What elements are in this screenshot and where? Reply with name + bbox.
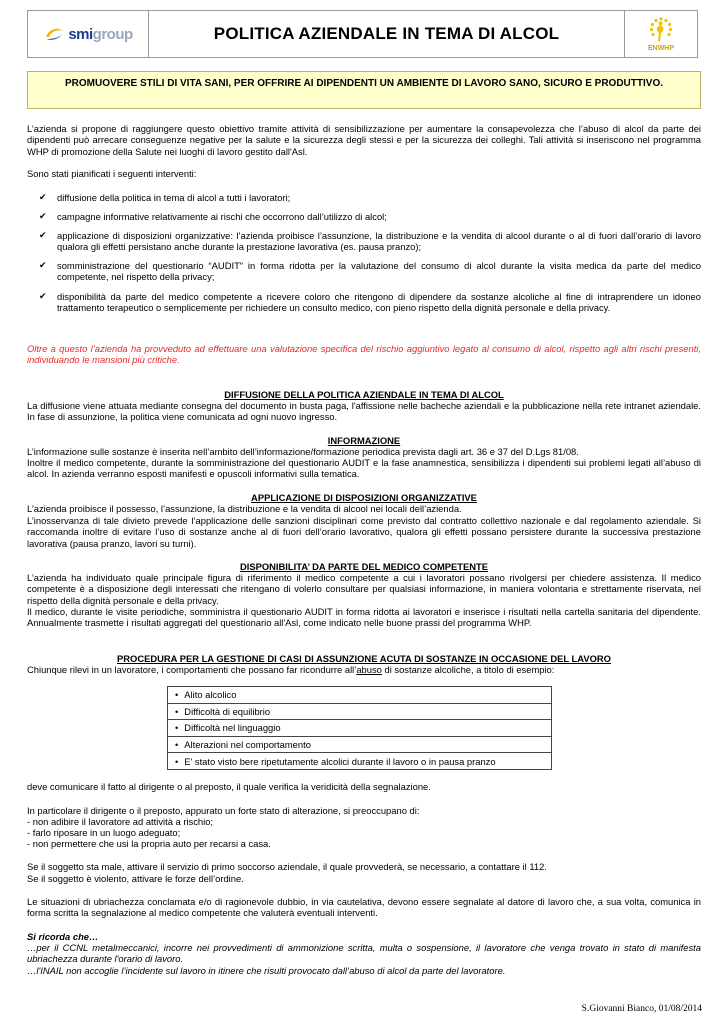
planned-lead: Sono stati pianificati i seguenti interventi: (27, 168, 197, 179)
header (27, 10, 698, 58)
section-text-disponibilita-1: L’azienda ha individuato quale principale figura di riferimento il medico competente a cui i lavoratori possano rivolgersi per chiedere assistenza. Il medico competente è a disposizione degli interessati che ritengano di volerlo consultare per qualsiasi informazione, in maniera volontaria e strettamente riservata, nel rispetto della dignità personale e della privacy. (27, 572, 701, 606)
procedura-lead: Chiunque rilevi in un lavoratore, i comportamenti che possano far ricondurre all’abuso di sostanze alcoliche, a titolo di esempio: (27, 664, 555, 675)
table-row: • Difficoltà di equilibrio (168, 703, 552, 720)
list-item: ✔ somministrazione del questionario “AUDIT” in forma ridotta per la valutazione del consumo di alcol durante la visita medica da parte del medico competente, nel rispetto della privacy; (39, 260, 701, 283)
reminder-inail: …l'INAIL non accoglie l’incidente sul lavoro in itinere che risulti provocato dall’abuso di alcol da parte del lavoratore. (27, 965, 506, 976)
after-table-text: deve comunicare il fatto al dirigente o al preposto, il quale verifica la veridicità della segnalazione. (27, 781, 431, 792)
violent-text: Se il soggetto è violento, attivare le forze dell’ordine. (27, 873, 244, 884)
enwhp-label: ENWHP (647, 45, 675, 52)
particolare-lead: In particolare il dirigente o il preposto, appurato un forte stato di alterazione, si preoccupano di: (27, 805, 420, 816)
list-item: ✔ disponibilità da parte del medico competente a ricevere coloro che ritengono di dipendere da sostanze alcoliche al fine di intraprendere un idoneo trattamento terapeutico o semplicemente per richiedere un consulto medico, con pieno rispetto della dignità personale e della privacy. (39, 291, 701, 314)
section-text-applicazione-1: L’azienda proibisce il possesso, l’assunzione, la distribuzione e la vendita di alcool nei locali dell’azienda. (27, 503, 462, 514)
list-item: - non permettere che usi la propria auto per recarsi a casa. (27, 838, 271, 849)
section-text-diffusione: La diffusione viene attuata mediante consegna del documento in busta paga, l'affissione nelle bacheche aziendali e la pubblicazione nella rete intranet aziendale. In fase di assunzione, la politica viene comunicata ad ogni nuovo ingresso. (27, 400, 701, 423)
list-item: ✔ campagne informative relativamente ai rischi che occorrono dall’utilizzo di alcol; (39, 211, 387, 222)
intro-paragraph: L’azienda si propone di raggiungere questo obiettivo tramite attività di sensibilizzazione per aumentare la consapevolezza che l’abuso di alcol da parte dei dipendenti può arrecare conseguenze negative per la salute e la sicurezza degli stessi e per la sicurezza dei colleghi. Tali attività si inseriscono nel programma WHP di promozione della Salute nei luoghi di lavoro gestito dall'Asl. (27, 123, 701, 157)
table-row: • Alito alcolico (168, 687, 552, 704)
list-item: - non adibire il lavoratore ad attività a rischio; (27, 816, 214, 827)
first-aid-text: Se il soggetto sta male, attivare il servizio di primo soccorso aziendale, il quale provvederà, se necessario, a contattare il 112. (27, 861, 547, 872)
section-text-applicazione-2: L’inosservanza di tale divieto prevede l’applicazione delle sanzioni disciplinari come previsto dal contratto collettivo nazionale e dal regolamento aziendale. Si raccomanda inoltre di evitare l’uso di sostanze anche al di fuori dell’orario lavorativo, qualora gli effetti possano persistere durante la successiva prestazione lavorativa (pausa pranzo, lavori su turni). (27, 515, 701, 549)
list-item: ✔ diffusione della politica in tema di alcol a tutti i lavoratori; (39, 192, 291, 203)
signature-date: S.Giovanni Bianco, 01/08/2014 (581, 1004, 702, 1014)
risk-assessment-note: Oltre a questo l’azienda ha provveduto ad effettuare una valutazione specifica del rischio aggiuntivo legato al consumo di alcol, rispetto agli altri rischi presenti, individuando le mansioni più critiche. (27, 343, 701, 366)
smigroup-logo-icon (43, 25, 65, 43)
banner: PROMUOVERE STILI DI VITA SANI, PER OFFRIRE AI DIPENDENTI UN AMBIENTE DI LAVORO SANO, SICURO E PRODUTTIVO. (27, 71, 701, 109)
table-row: • Alterazioni nel comportamento (168, 736, 552, 753)
smigroup-logo (28, 11, 149, 57)
checkmark-icon: ✔ (39, 230, 47, 240)
section-text-informazione-1: L’informazione sulle sostanze è inserita nell’ambito dell’informazione/formazione periodica prevista dagli art. 36 e 37 del D.Lgs 81/08. (27, 446, 579, 457)
drunkenness-text: Le situazioni di ubriachezza conclamata e/o di ragionevole dubbio, in via cautelativa, devono essere segnalate al datore di lavoro che, a sua volta, comunica in forma scritta la segnalazione al medico competente che valuterà eventuali interventi. (27, 896, 701, 919)
checkmark-icon: ✔ (39, 211, 47, 221)
section-heading-informazione: INFORMAZIONE (327, 435, 401, 446)
enwhp-stars-icon (646, 16, 676, 44)
section-heading-diffusione: DIFFUSIONE DELLA POLITICA AZIENDALE IN TEMA DI ALCOL (224, 389, 504, 400)
section-text-informazione-2: Inoltre il medico competente, durante la somministrazione del questionario AUDIT e la fase anamnestica, sensibilizza i dipendenti sui problemi legati all’abuso di alcol. In azienda verranno esposti manifesti e opuscoli informativi sulla tematica. (27, 457, 701, 480)
enwhp-logo (624, 11, 697, 57)
checkmark-icon: ✔ (39, 192, 47, 202)
checkmark-icon: ✔ (39, 260, 47, 270)
symptoms-table (167, 686, 552, 770)
section-text-disponibilita-2: Il medico, durante le visite periodiche, somministra il questionario AUDIT in forma ridotta ai lavoratori e inserisce i risultati nella cartella sanitaria del dipendente. Annualmente trasmette i risultati aggregati del questionario all'Asl, come indicato nelle buone prassi del programma WHP. (27, 606, 701, 629)
list-item: ✔ applicazione di disposizioni organizzative: l’azienda proibisce l’assunzione, la distribuzione e la vendita di alcool durante o al di fuori dall’orario di lavoro qualora gli effetti persistano anche durante la prestazione lavorativa (es. pausa pranzo); (39, 230, 701, 253)
reminder-ccnl: …per il CCNL metalmeccanici, incorre nei provvedimenti di ammonizione scritta, multa o sospensione, il lavoratore che venga trovato in stato di manifesta ubriachezza durante l'orario di lavoro. (27, 942, 701, 965)
logo-text: smigroup (68, 25, 133, 43)
checkmark-icon: ✔ (39, 291, 47, 301)
page-title: POLITICA AZIENDALE IN TEMA DI ALCOL (213, 24, 560, 43)
table-row: • Difficoltà nel linguaggio (168, 720, 552, 737)
list-item: - farlo riposare in un luogo adeguato; (27, 827, 181, 838)
section-heading-procedura: PROCEDURA PER LA GESTIONE DI CASI DI ASSUNZIONE ACUTA DI SOSTANZE IN OCCASIONE DEL LAVORO (117, 653, 611, 664)
reminder-title: Si ricorda che… (27, 931, 99, 942)
section-heading-disponibilita: DISPONIBILITA’ DA PARTE DEL MEDICO COMPETENTE (239, 561, 489, 572)
table-row: • E’ stato visto bere ripetutamente alcolici durante il lavoro o in pausa pranzo (168, 753, 552, 770)
section-heading-applicazione: APPLICAZIONE DI DISPOSIZIONI ORGANIZZATIVE (251, 492, 477, 503)
